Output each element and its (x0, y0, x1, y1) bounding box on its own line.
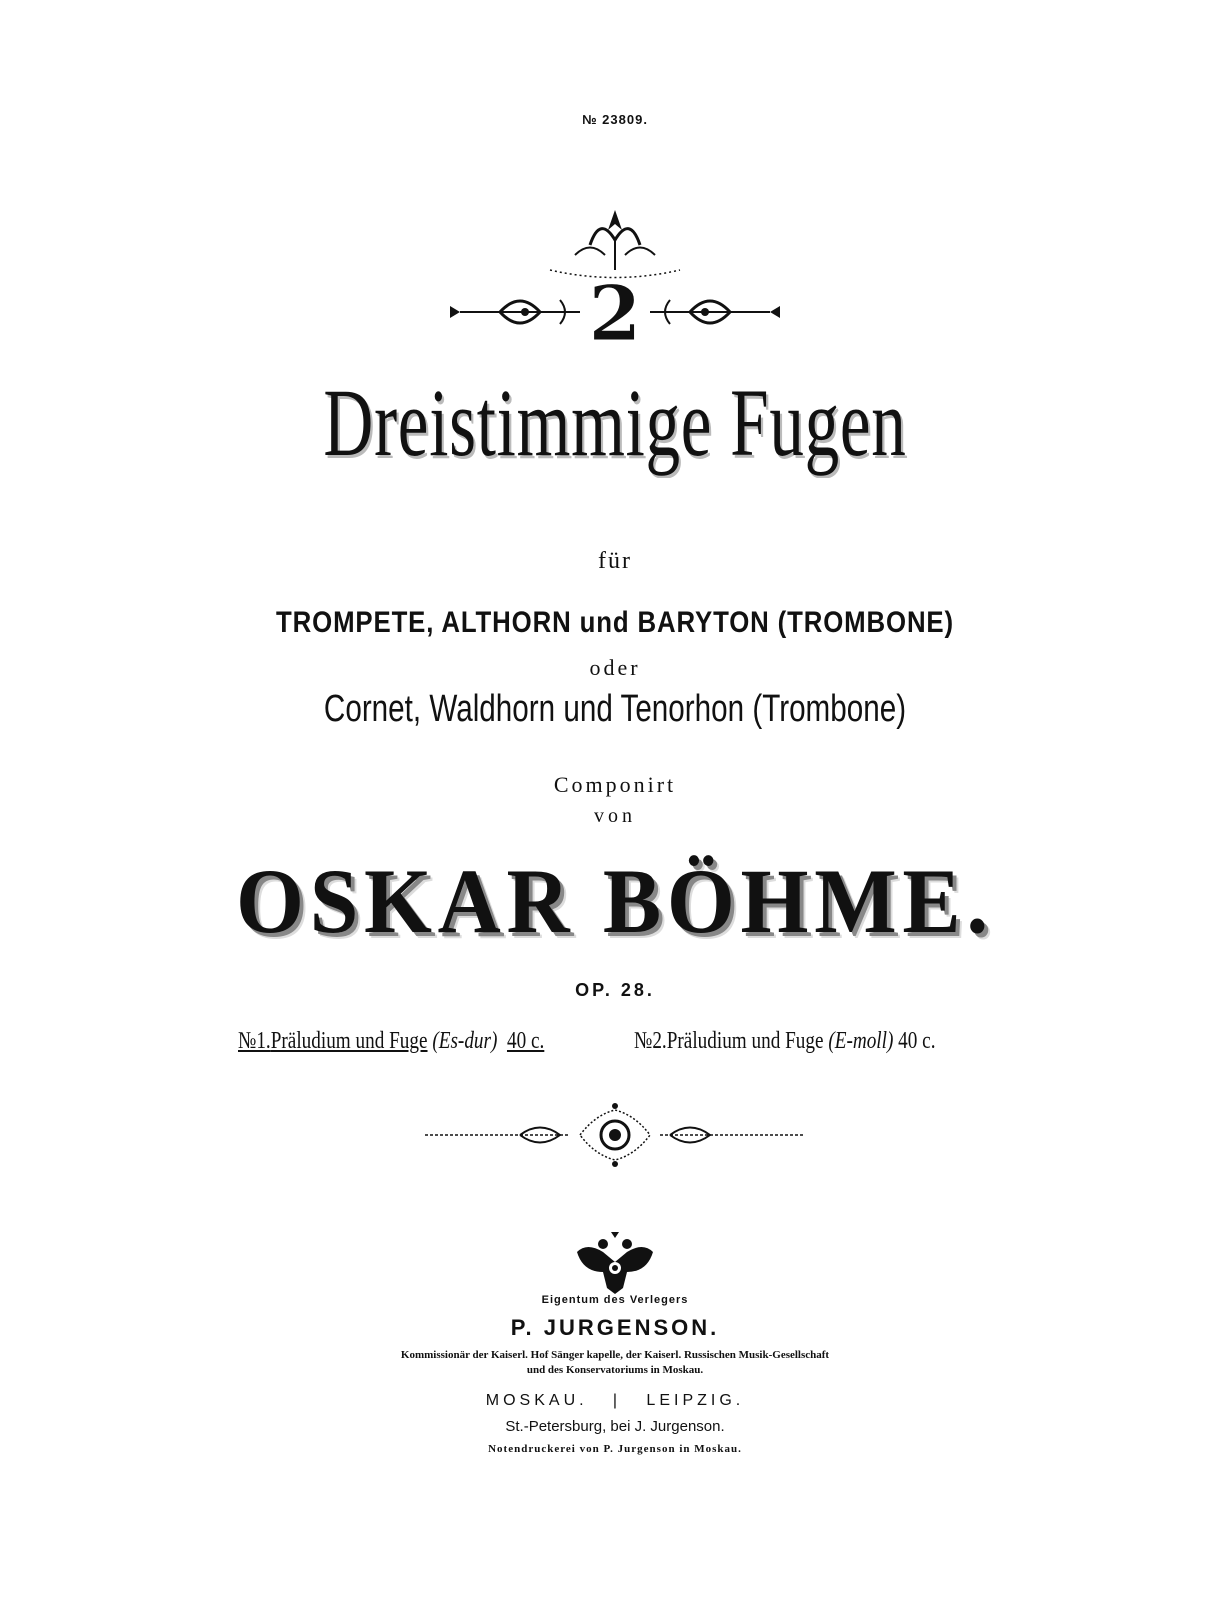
piece-number: №1. (238, 1028, 271, 1054)
von-text: von (594, 805, 636, 827)
fur-text: für (598, 548, 632, 574)
commission-line: Kommissionär der Kaiserl. Hof Sänger kapelle, der Kaiserl. Russischen Musik-Gesellschaft (400, 1349, 830, 1361)
ornament-number: 2 (588, 269, 642, 358)
page-title: Dreistimmige Fugen (323, 369, 907, 476)
instruments-main: TROMPETE, ALTHORN und BARYTON (TROMBONE) (276, 606, 954, 639)
piece-price: 40 c. (898, 1028, 936, 1054)
cities (0, 1392, 1230, 1410)
city-separator: | (612, 1392, 622, 1409)
ornament-flourish-icon (440, 200, 790, 370)
commission-text (0, 1348, 1230, 1378)
piece-key: (Es-dur) (432, 1028, 498, 1054)
plate-number: № 23809. (582, 112, 648, 127)
piece-price: 40 c. (506, 1028, 545, 1054)
commission-line: und des Konservatoriums in Moskau. (526, 1364, 704, 1376)
opus-number: OP. 28. (575, 980, 655, 1000)
printer-text: Notendruckerei von P. Jurgenson in Moskau. (488, 1443, 742, 1455)
componirt-text: Componirt (553, 772, 677, 797)
piece-item[interactable] (238, 1028, 544, 1055)
piece-name: Präludium und Fuge (270, 1028, 428, 1054)
ownership-text: Eigentum des Verlegers (541, 1294, 689, 1306)
instruments-alt: Cornet, Waldhorn und Tenorhon (Trombone) (323, 688, 907, 730)
oder-text: oder (589, 655, 641, 680)
branch-text: St.-Petersburg, bei J. Jurgenson. (505, 1418, 725, 1435)
piece-name: Präludium und Fuge (666, 1028, 824, 1054)
composer-name: OSKAR BÖHME. (236, 850, 994, 952)
piece-key: (E-moll) (828, 1028, 894, 1054)
city: LEIPZIG. (646, 1392, 745, 1409)
double-headed-eagle-icon (567, 1232, 663, 1296)
ornament-divider-icon (420, 1100, 810, 1170)
piece-item[interactable] (634, 1028, 936, 1055)
piece-number: №2. (634, 1028, 667, 1054)
city: MOSKAU. (485, 1392, 588, 1409)
publisher-name: P. JURGENSON. (510, 1315, 720, 1340)
